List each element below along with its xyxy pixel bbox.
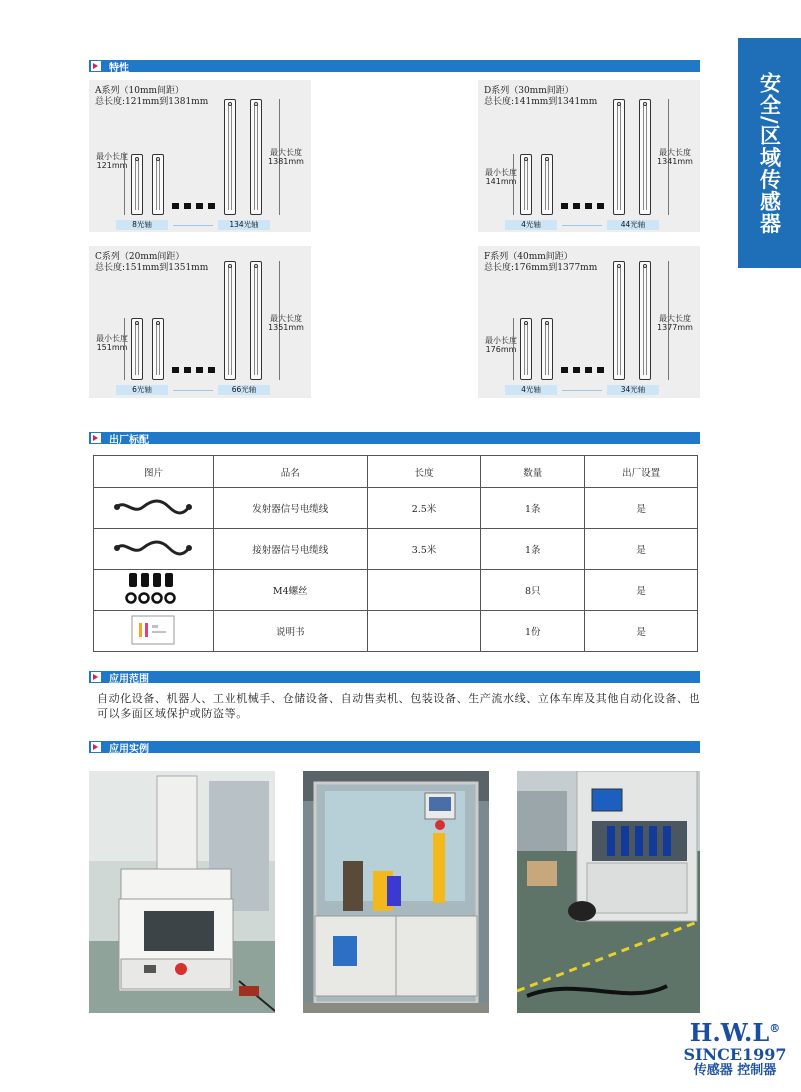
cable-image [94, 488, 214, 529]
light-curtain-bar [152, 318, 164, 380]
light-curtain-bar [541, 318, 553, 380]
item-qty: 1份 [481, 611, 585, 652]
play-icon [93, 435, 98, 441]
brand-since: SINCE1997 [683, 1045, 787, 1064]
cable-image [94, 529, 214, 570]
play-icon [93, 744, 98, 750]
section-title: 特性 [109, 63, 129, 74]
min-axes-tag: 6光轴 [116, 385, 168, 395]
section-bar-examples [89, 741, 700, 753]
cable-icon [113, 497, 193, 517]
item-qty: 1条 [481, 488, 585, 529]
min-length-label: 最小长度 141mm [485, 168, 517, 186]
table-row [94, 529, 698, 570]
section-title: 出厂标配 [109, 435, 149, 446]
panel-title: C系列（20mm间距） [95, 252, 185, 262]
screw-icon [123, 571, 183, 607]
ellipsis-dot [561, 367, 568, 373]
min-dimension-line [513, 154, 514, 215]
col-header-image: 图片 [94, 456, 214, 488]
light-curtain-bar [613, 99, 625, 215]
col-header-length: 长度 [367, 456, 481, 488]
col-header-qty: 数量 [481, 456, 585, 488]
max-axes-tag: 66光轴 [218, 385, 270, 395]
ellipsis-dot [573, 203, 580, 209]
item-default: 是 [585, 570, 698, 611]
min-dimension-line [513, 318, 514, 380]
feature-panel-d [478, 80, 700, 232]
axes-arrow [562, 390, 602, 391]
feature-panel-f [478, 246, 700, 398]
example-photo-workstation [517, 771, 700, 1013]
max-length-label: 最大长度 1377mm [657, 314, 693, 332]
axes-arrow [562, 225, 602, 226]
factory-standard-table [93, 455, 698, 652]
section-title: 应用范围 [109, 674, 149, 685]
panel-title: A系列（10mm间距） [95, 86, 185, 96]
light-curtain-bar [131, 154, 143, 215]
light-curtain-bar [224, 261, 236, 380]
screws-image [94, 570, 214, 611]
table-row [94, 488, 698, 529]
max-axes-tag: 134光轴 [218, 220, 270, 230]
light-curtain-bar [639, 99, 651, 215]
ellipsis-dot [208, 203, 215, 209]
light-curtain-bar [250, 261, 262, 380]
light-curtain-bar [250, 99, 262, 215]
max-length-label: 最大长度 1341mm [657, 148, 693, 166]
ellipsis-dot [172, 203, 179, 209]
item-default: 是 [585, 611, 698, 652]
ellipsis-dot [561, 203, 568, 209]
play-icon [93, 63, 98, 69]
min-length-label: 最小长度 176mm [485, 336, 517, 354]
item-name: 发射器信号电缆线 [213, 488, 367, 529]
min-axes-tag: 4光轴 [505, 385, 557, 395]
min-axes-tag: 8光轴 [116, 220, 168, 230]
section-bar-features [89, 60, 700, 72]
col-header-default: 出厂设置 [585, 456, 698, 488]
max-axes-tag: 34光轴 [607, 385, 659, 395]
max-length-label: 最大长度 1381mm [268, 148, 304, 166]
ellipsis-dot [597, 367, 604, 373]
max-length-label: 最大长度 1351mm [268, 314, 304, 332]
brand-tagline: 传感器 控制器 [693, 1063, 777, 1078]
item-length [367, 570, 481, 611]
axes-arrow [173, 225, 213, 226]
category-side-tab: 安全/区域传感器 [738, 38, 801, 268]
light-curtain-bar [224, 99, 236, 215]
col-header-name: 品名 [213, 456, 367, 488]
item-name: 接射器信号电缆线 [213, 529, 367, 570]
table-row [94, 570, 698, 611]
light-curtain-bar [613, 261, 625, 380]
feature-panel-c [89, 246, 311, 398]
cable-icon [113, 538, 193, 558]
min-length-label: 最小长度 151mm [96, 334, 128, 352]
ellipsis-dot [597, 203, 604, 209]
light-curtain-bar [541, 154, 553, 215]
panel-total-length: 总长度:141mm到1341mm [484, 97, 598, 107]
section-bar-application [89, 671, 700, 683]
min-length-label: 最小长度 121mm [96, 152, 128, 170]
light-curtain-bar [520, 318, 532, 380]
axes-arrow [173, 390, 213, 391]
ellipsis-dot [585, 203, 592, 209]
item-name: M4螺丝 [213, 570, 367, 611]
brand-name: H.W.L® [689, 1018, 781, 1047]
ellipsis-dot [208, 367, 215, 373]
example-photo-machine [89, 771, 275, 1013]
light-curtain-bar [639, 261, 651, 380]
play-icon [93, 674, 98, 680]
table-row [94, 611, 698, 652]
panel-total-length: 总长度:121mm到1381mm [95, 97, 209, 107]
light-curtain-bar [520, 154, 532, 215]
ellipsis-dot [585, 367, 592, 373]
ellipsis-dot [184, 203, 191, 209]
item-name: 说明书 [213, 611, 367, 652]
item-default: 是 [585, 529, 698, 570]
panel-total-length: 总长度:176mm到1377mm [484, 263, 598, 273]
section-bar-factory [89, 432, 700, 444]
max-axes-tag: 44光轴 [607, 220, 659, 230]
ellipsis-dot [184, 367, 191, 373]
ellipsis-dot [573, 367, 580, 373]
manual-icon [131, 615, 175, 645]
manual-image [94, 611, 214, 652]
hwl-logo [676, 1016, 794, 1078]
item-length: 3.5米 [367, 529, 481, 570]
panel-total-length: 总长度:151mm到1351mm [95, 263, 209, 273]
light-curtain-bar [152, 154, 164, 215]
item-length: 2.5米 [367, 488, 481, 529]
item-length [367, 611, 481, 652]
item-qty: 8只 [481, 570, 585, 611]
section-title: 应用实例 [109, 744, 149, 755]
item-qty: 1条 [481, 529, 585, 570]
table-header-row [94, 456, 698, 488]
min-axes-tag: 4光轴 [505, 220, 557, 230]
example-photo-automation-cell [303, 771, 489, 1013]
light-curtain-bar [131, 318, 143, 380]
panel-title: F系列（40mm间距） [484, 252, 573, 262]
item-default: 是 [585, 488, 698, 529]
panel-title: D系列（30mm间距） [484, 86, 574, 96]
feature-panel-a [89, 80, 311, 232]
min-dimension-line [124, 318, 125, 380]
ellipsis-dot [196, 367, 203, 373]
application-description: 自动化设备、机器人、工业机械手、仓储设备、自动售卖机、包装设备、生产流水线、立体车库及其他自动化设备、也可以多面区域保护或防盗等。 [97, 692, 701, 720]
ellipsis-dot [172, 367, 179, 373]
ellipsis-dot [196, 203, 203, 209]
min-dimension-line [124, 154, 125, 215]
